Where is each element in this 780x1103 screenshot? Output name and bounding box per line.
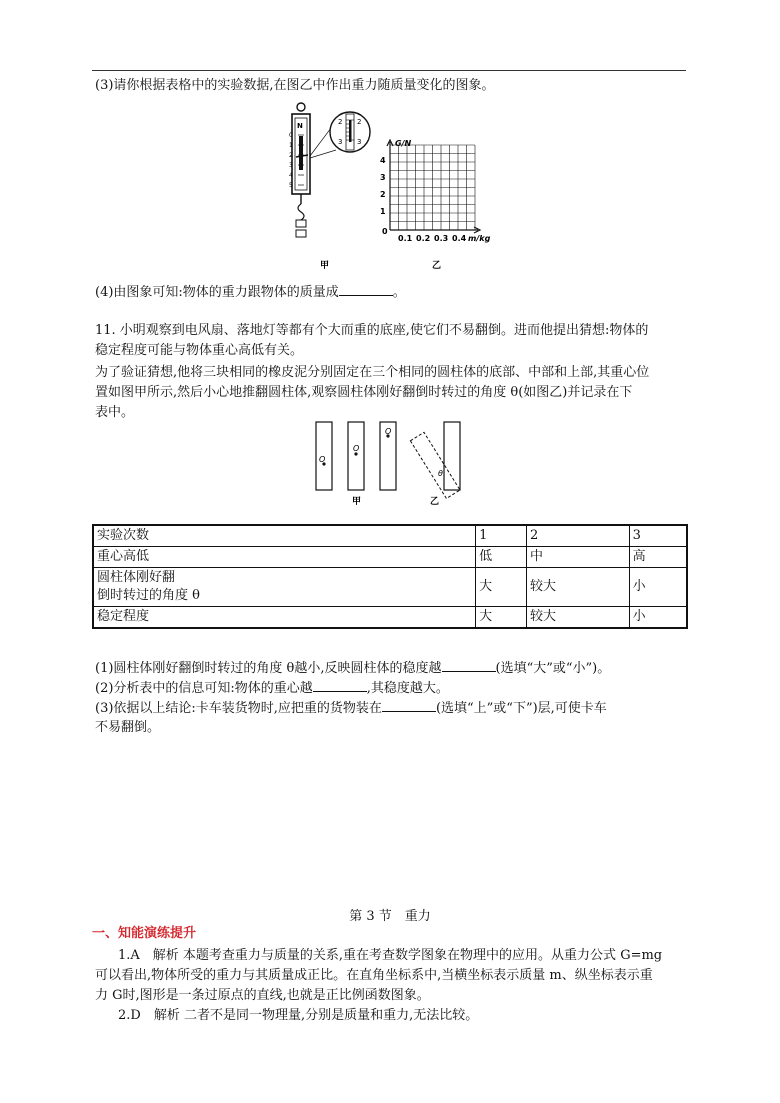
answer-blank [339,283,393,296]
q11-part2: (2)分析表中的信息可知:物体的重心越 ,其稳度越大。 [95,681,449,696]
svg-text:1: 1 [380,207,386,216]
answer-2: 2.D 解析 二者不是同一物理量,分别是质量和重力,无法比较。 [118,1008,479,1023]
svg-text:2: 2 [289,152,293,159]
answer-blank [442,659,496,672]
svg-text:0.4: 0.4 [452,234,467,243]
hook-icon [298,204,304,220]
q10-part4: (4)由图象可知:物体的重力跟物体的质量成 。 [95,285,406,300]
scale-unit: N [297,122,303,130]
svg-text:0: 0 [382,227,388,236]
scale-ring-icon [297,103,305,111]
svg-text:0.2: 0.2 [416,234,431,243]
q11-line3: 为了验证猜想,他将三块相同的橡皮泥分别固定在三个相同的圆柱体的底部、中部和上部,其重心位 [95,365,650,380]
q11-line5: 表中。 [95,405,135,420]
table-row: 重心高低 低 中 高 [93,547,687,568]
cylinder-upright [444,422,460,490]
cylinder-2 [348,422,364,490]
svg-text:1: 1 [289,142,293,149]
q11-part3-cont: 不易翻倒。 [95,720,161,735]
answers-heading: 一、知能演练提升 [92,926,197,941]
label-yi: 乙 [432,261,442,270]
svg-text:3: 3 [338,138,343,146]
weight-block [296,220,306,227]
q11-line1: 11. 小明观察到电风扇、落地灯等都有个大而重的底座,使它们不易翻倒。进而他提出猜想:物体的 [95,323,649,338]
svg-text:2: 2 [380,190,386,199]
section-title: 第 3 节 重力 [349,909,431,924]
label-jia: 甲 [320,261,330,270]
table-row: 实验次数 1 2 3 [93,525,687,547]
q11-figure [310,418,480,508]
svg-text:2: 2 [338,118,343,126]
answer-1-line3: 力 G时,图形是一条过原点的直线,也就是正比例函数图象。 [95,988,430,1003]
svg-text:4: 4 [380,156,386,165]
graph-yi [380,139,491,243]
svg-text:3: 3 [357,138,362,146]
q10-figure [270,100,520,270]
answer-1-line2: 可以看出,物体所受的重力与其质量成正比。在直角坐标系中,当横坐标表示质量 m、纵坐标表示重 [95,968,653,983]
q11-part1: (1)圆柱体刚好翻倒时转过的角度 θ越小,反映圆柱体的稳度越 (选填“大”或“小”)。 [95,661,611,676]
q11-part3: (3)依据以上结论:卡车装货物时,应把重的货物装在 (选填“上”或“下”)层,可使卡车 [95,701,607,716]
svg-text:O: O [353,444,360,453]
theta-label: θ [438,469,443,478]
answer-blank [382,699,436,712]
svg-text:0: 0 [289,132,293,139]
label-jia: 甲 [352,497,362,507]
svg-text:m/kg: m/kg [468,234,491,243]
scale-spring [299,136,303,170]
q11-line2: 稳定程度可能与物体重心高低有关。 [95,343,304,358]
svg-text:O: O [385,427,392,436]
weight-block [296,230,306,237]
table-row: 圆柱体刚好翻 倒时转过的角度 θ 大 较大 小 [93,568,687,607]
svg-text:5: 5 [289,182,293,189]
svg-text:O: O [319,455,326,464]
experiment-table [92,524,688,629]
svg-text:4: 4 [289,172,293,179]
svg-text:2: 2 [357,118,362,126]
table-row: 稳定程度 大 较大 小 [93,607,687,629]
svg-text:3: 3 [380,173,386,182]
answer-1-line1: 1.A 解析 本题考查重力与质量的关系,重在考查数学图象在物理中的应用。从重力公式 G=mg [118,948,663,963]
label-yi: 乙 [430,497,440,507]
q11-line4: 置如图甲所示,然后小心地推翻圆柱体,观察圆柱体刚好翻倒时转过的角度 θ(如图乙)并记录在下 [95,385,633,400]
graph-ylabel: G/N [395,139,412,148]
svg-text:3: 3 [289,162,293,169]
svg-text:0.3: 0.3 [434,234,449,243]
q10-part3: (3)请你根据表格中的实验数据,在图乙中作出重力随质量变化的图象。 [95,78,495,93]
svg-text:0.1: 0.1 [398,234,413,243]
answer-blank [313,679,367,692]
header-rule [92,70,686,71]
